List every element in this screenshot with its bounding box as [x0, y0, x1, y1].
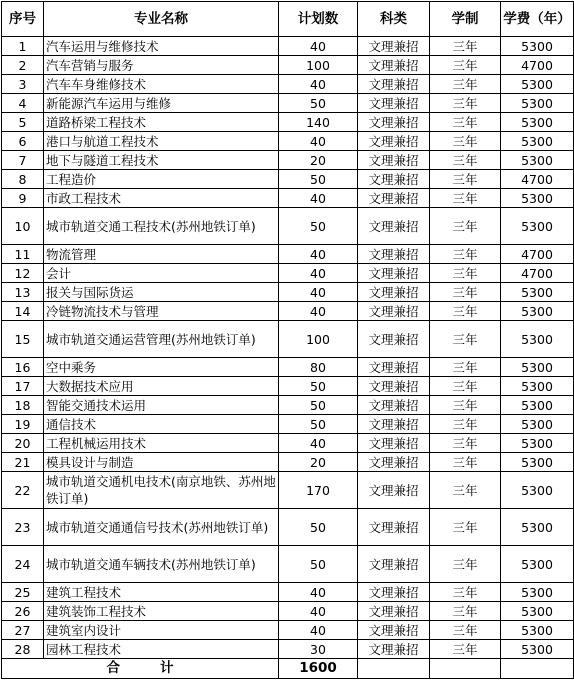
- category-cell: 文理兼招: [358, 583, 430, 602]
- duration-cell: 三年: [430, 113, 501, 132]
- tuition-cell: 4700: [501, 56, 574, 75]
- duration-cell: 三年: [430, 94, 501, 113]
- total-empty-cell: [501, 659, 574, 679]
- duration-cell: 三年: [430, 245, 501, 264]
- major-name-cell: 道路桥梁工程技术: [44, 113, 279, 132]
- plan-count-cell: 50: [279, 377, 358, 396]
- total-label: 合计: [2, 659, 279, 679]
- category-cell: 文理兼招: [358, 453, 430, 472]
- total-row: [2, 659, 574, 679]
- category-cell: 文理兼招: [358, 472, 430, 509]
- major-name-cell: 城市轨道交通车辆技术(苏州地铁订单): [44, 546, 279, 583]
- table-row: [2, 509, 574, 546]
- category-cell: 文理兼招: [358, 94, 430, 113]
- table-row: [2, 208, 574, 245]
- plan-count-cell: 50: [279, 415, 358, 434]
- tuition-cell: 5300: [501, 283, 574, 302]
- plan-count-cell: 50: [279, 94, 358, 113]
- seq-cell: 27: [2, 621, 44, 640]
- major-name-cell: 汽车运用与维修技术: [44, 37, 279, 56]
- table-row: [2, 358, 574, 377]
- table-row: [2, 583, 574, 602]
- category-cell: 文理兼招: [358, 75, 430, 94]
- category-cell: 文理兼招: [358, 151, 430, 170]
- category-cell: 文理兼招: [358, 264, 430, 283]
- header-plan-count: 计划数: [279, 2, 358, 37]
- plan-count-cell: 40: [279, 621, 358, 640]
- seq-cell: 22: [2, 472, 44, 509]
- major-name-cell: 新能源汽车运用与维修: [44, 94, 279, 113]
- tuition-cell: 5300: [501, 75, 574, 94]
- seq-cell: 25: [2, 583, 44, 602]
- plan-count-cell: 40: [279, 132, 358, 151]
- table-row: [2, 434, 574, 453]
- major-name-cell: 地下与隧道工程技术: [44, 151, 279, 170]
- duration-cell: 三年: [430, 602, 501, 621]
- duration-cell: 三年: [430, 472, 501, 509]
- table-row: [2, 396, 574, 415]
- table-row: [2, 56, 574, 75]
- enrollment-plan-table: [1, 1, 574, 679]
- plan-count-cell: 30: [279, 640, 358, 659]
- table-row: [2, 602, 574, 621]
- header-tuition: 学费（年）: [501, 2, 574, 37]
- tuition-cell: 5300: [501, 151, 574, 170]
- tuition-cell: 5300: [501, 189, 574, 208]
- tuition-cell: 5300: [501, 546, 574, 583]
- seq-cell: 17: [2, 377, 44, 396]
- major-name-cell: 大数据技术应用: [44, 377, 279, 396]
- plan-count-cell: 50: [279, 170, 358, 189]
- tuition-cell: 5300: [501, 37, 574, 56]
- duration-cell: 三年: [430, 640, 501, 659]
- category-cell: 文理兼招: [358, 621, 430, 640]
- seq-cell: 23: [2, 509, 44, 546]
- category-cell: 文理兼招: [358, 377, 430, 396]
- major-name-cell: 城市轨道交通机电技术(南京地铁、苏州地铁订单): [44, 472, 279, 509]
- plan-count-cell: 40: [279, 302, 358, 321]
- total-empty-cell: [430, 659, 501, 679]
- duration-cell: 三年: [430, 377, 501, 396]
- plan-count-cell: 40: [279, 434, 358, 453]
- plan-count-cell: 50: [279, 396, 358, 415]
- category-cell: 文理兼招: [358, 56, 430, 75]
- tuition-cell: 5300: [501, 453, 574, 472]
- major-name-cell: 汽车营销与服务: [44, 56, 279, 75]
- category-cell: 文理兼招: [358, 509, 430, 546]
- category-cell: 文理兼招: [358, 113, 430, 132]
- category-cell: 文理兼招: [358, 602, 430, 621]
- table-row: [2, 170, 574, 189]
- table-row: [2, 151, 574, 170]
- tuition-cell: 4700: [501, 264, 574, 283]
- tuition-cell: 5300: [501, 113, 574, 132]
- major-name-cell: 汽车车身维修技术: [44, 75, 279, 94]
- table-row: [2, 189, 574, 208]
- duration-cell: 三年: [430, 583, 501, 602]
- plan-count-cell: 40: [279, 283, 358, 302]
- table-row: [2, 113, 574, 132]
- tuition-cell: 4700: [501, 245, 574, 264]
- major-name-cell: 城市轨道交通工程技术(苏州地铁订单): [44, 208, 279, 245]
- table-row: [2, 302, 574, 321]
- table-row: [2, 546, 574, 583]
- plan-count-cell: 170: [279, 472, 358, 509]
- plan-count-cell: 40: [279, 602, 358, 621]
- duration-cell: 三年: [430, 189, 501, 208]
- category-cell: 文理兼招: [358, 245, 430, 264]
- major-name-cell: 港口与航道工程技术: [44, 132, 279, 151]
- duration-cell: 三年: [430, 434, 501, 453]
- category-cell: 文理兼招: [358, 37, 430, 56]
- plan-count-cell: 20: [279, 453, 358, 472]
- major-name-cell: 冷链物流技术与管理: [44, 302, 279, 321]
- tuition-cell: 5300: [501, 396, 574, 415]
- tuition-cell: 5300: [501, 509, 574, 546]
- tuition-cell: 4700: [501, 170, 574, 189]
- seq-cell: 7: [2, 151, 44, 170]
- header-category: 科类: [358, 2, 430, 37]
- category-cell: 文理兼招: [358, 132, 430, 151]
- major-name-cell: 报关与国际货运: [44, 283, 279, 302]
- table-row: [2, 472, 574, 509]
- category-cell: 文理兼招: [358, 208, 430, 245]
- duration-cell: 三年: [430, 453, 501, 472]
- major-name-cell: 城市轨道交通运营管理(苏州地铁订单): [44, 321, 279, 358]
- tuition-cell: 5300: [501, 94, 574, 113]
- tuition-cell: 5300: [501, 472, 574, 509]
- major-name-cell: 通信技术: [44, 415, 279, 434]
- plan-count-cell: 20: [279, 151, 358, 170]
- plan-count-cell: 40: [279, 245, 358, 264]
- plan-count-cell: 40: [279, 75, 358, 94]
- tuition-cell: 5300: [501, 321, 574, 358]
- major-name-cell: 建筑工程技术: [44, 583, 279, 602]
- duration-cell: 三年: [430, 132, 501, 151]
- tuition-cell: 5300: [501, 602, 574, 621]
- plan-count-cell: 50: [279, 509, 358, 546]
- header-row: [2, 2, 574, 37]
- category-cell: 文理兼招: [358, 396, 430, 415]
- major-name-cell: 空中乘务: [44, 358, 279, 377]
- seq-cell: 18: [2, 396, 44, 415]
- seq-cell: 13: [2, 283, 44, 302]
- tuition-cell: 5300: [501, 640, 574, 659]
- table-row: [2, 640, 574, 659]
- major-name-cell: 建筑室内设计: [44, 621, 279, 640]
- duration-cell: 三年: [430, 151, 501, 170]
- plan-count-cell: 80: [279, 358, 358, 377]
- duration-cell: 三年: [430, 509, 501, 546]
- category-cell: 文理兼招: [358, 640, 430, 659]
- major-name-cell: 城市轨道交通通信号技术(苏州地铁订单): [44, 509, 279, 546]
- duration-cell: 三年: [430, 75, 501, 94]
- plan-count-cell: 40: [279, 37, 358, 56]
- duration-cell: 三年: [430, 302, 501, 321]
- major-name-cell: 物流管理: [44, 245, 279, 264]
- seq-cell: 4: [2, 94, 44, 113]
- tuition-cell: 5300: [501, 415, 574, 434]
- seq-cell: 11: [2, 245, 44, 264]
- seq-cell: 20: [2, 434, 44, 453]
- table-row: [2, 321, 574, 358]
- category-cell: 文理兼招: [358, 283, 430, 302]
- table-row: [2, 37, 574, 56]
- category-cell: 文理兼招: [358, 358, 430, 377]
- table-row: [2, 453, 574, 472]
- major-name-cell: 园林工程技术: [44, 640, 279, 659]
- duration-cell: 三年: [430, 170, 501, 189]
- tuition-cell: 5300: [501, 132, 574, 151]
- category-cell: 文理兼招: [358, 189, 430, 208]
- table-row: [2, 132, 574, 151]
- tuition-cell: 5300: [501, 377, 574, 396]
- major-name-cell: 市政工程技术: [44, 189, 279, 208]
- seq-cell: 24: [2, 546, 44, 583]
- tuition-cell: 5300: [501, 621, 574, 640]
- tuition-cell: 5300: [501, 434, 574, 453]
- plan-count-cell: 100: [279, 56, 358, 75]
- category-cell: 文理兼招: [358, 434, 430, 453]
- header-seq: 序号: [2, 2, 44, 37]
- category-cell: 文理兼招: [358, 170, 430, 189]
- seq-cell: 15: [2, 321, 44, 358]
- plan-count-cell: 50: [279, 208, 358, 245]
- plan-count-cell: 100: [279, 321, 358, 358]
- seq-cell: 10: [2, 208, 44, 245]
- seq-cell: 3: [2, 75, 44, 94]
- major-name-cell: 模具设计与制造: [44, 453, 279, 472]
- major-name-cell: 会计: [44, 264, 279, 283]
- category-cell: 文理兼招: [358, 415, 430, 434]
- plan-count-cell: 40: [279, 189, 358, 208]
- tuition-cell: 5300: [501, 358, 574, 377]
- duration-cell: 三年: [430, 321, 501, 358]
- plan-count-cell: 40: [279, 264, 358, 283]
- duration-cell: 三年: [430, 415, 501, 434]
- header-major-name: 专业名称: [44, 2, 279, 37]
- table-row: [2, 377, 574, 396]
- tuition-cell: 5300: [501, 208, 574, 245]
- seq-cell: 26: [2, 602, 44, 621]
- duration-cell: 三年: [430, 37, 501, 56]
- tuition-cell: 5300: [501, 583, 574, 602]
- duration-cell: 三年: [430, 208, 501, 245]
- seq-cell: 6: [2, 132, 44, 151]
- plan-count-cell: 50: [279, 546, 358, 583]
- major-name-cell: 工程机械运用技术: [44, 434, 279, 453]
- seq-cell: 21: [2, 453, 44, 472]
- seq-cell: 16: [2, 358, 44, 377]
- duration-cell: 三年: [430, 264, 501, 283]
- category-cell: 文理兼招: [358, 321, 430, 358]
- tuition-cell: 5300: [501, 302, 574, 321]
- plan-count-cell: 140: [279, 113, 358, 132]
- header-duration: 学制: [430, 2, 501, 37]
- total-plan-count: 1600: [279, 659, 358, 679]
- seq-cell: 14: [2, 302, 44, 321]
- seq-cell: 8: [2, 170, 44, 189]
- table-row: [2, 245, 574, 264]
- plan-count-cell: 40: [279, 583, 358, 602]
- seq-cell: 28: [2, 640, 44, 659]
- seq-cell: 19: [2, 415, 44, 434]
- seq-cell: 1: [2, 37, 44, 56]
- category-cell: 文理兼招: [358, 546, 430, 583]
- table-row: [2, 75, 574, 94]
- duration-cell: 三年: [430, 358, 501, 377]
- table-row: [2, 415, 574, 434]
- seq-cell: 9: [2, 189, 44, 208]
- duration-cell: 三年: [430, 396, 501, 415]
- major-name-cell: 工程造价: [44, 170, 279, 189]
- category-cell: 文理兼招: [358, 302, 430, 321]
- table-row: [2, 283, 574, 302]
- duration-cell: 三年: [430, 283, 501, 302]
- major-name-cell: 建筑装饰工程技术: [44, 602, 279, 621]
- table-row: [2, 94, 574, 113]
- major-name-cell: 智能交通技术运用: [44, 396, 279, 415]
- duration-cell: 三年: [430, 546, 501, 583]
- table-row: [2, 264, 574, 283]
- seq-cell: 12: [2, 264, 44, 283]
- duration-cell: 三年: [430, 621, 501, 640]
- seq-cell: 2: [2, 56, 44, 75]
- table-row: [2, 621, 574, 640]
- duration-cell: 三年: [430, 56, 501, 75]
- total-empty-cell: [358, 659, 430, 679]
- seq-cell: 5: [2, 113, 44, 132]
